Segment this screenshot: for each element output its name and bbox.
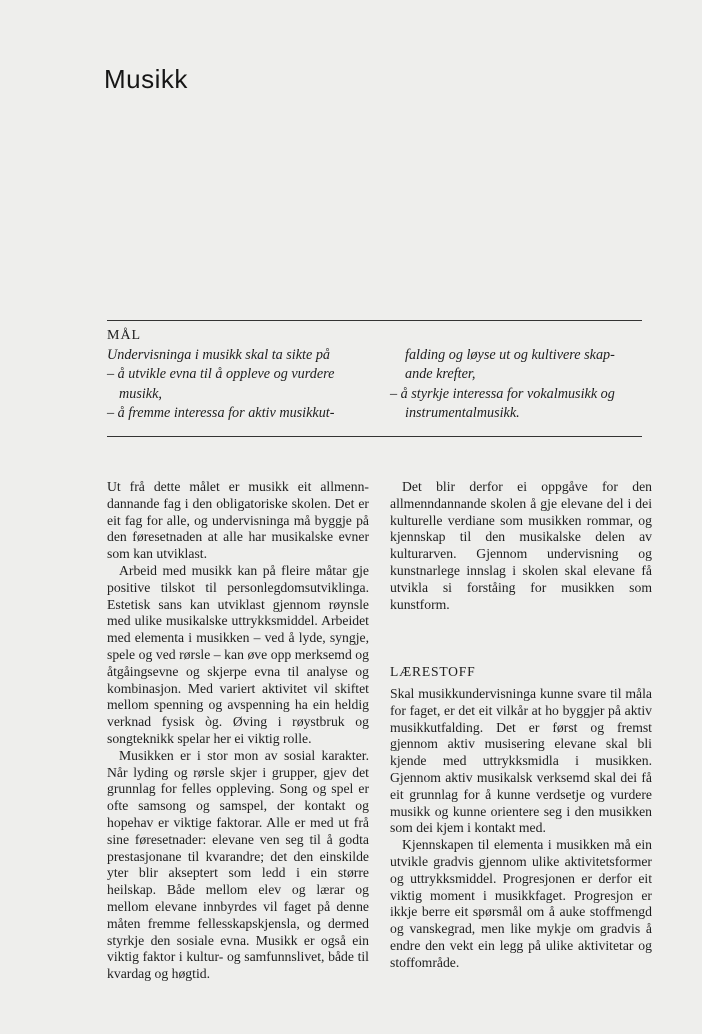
page-title: Musikk <box>104 64 188 94</box>
right-text-column <box>390 479 652 613</box>
goals-intro: Undervisninga i musikk skal ta sikte på <box>107 347 331 363</box>
body-paragraph: Skal musikkundervisninga kunne svare til måla for faget, er det eit vilkår at ho byggjer på aktiv musikkutfalding. Det er først og fremst gjennom aktiv musisering elevane skal bli kjende med uttrykksmidla i musikken. Gjennom aktiv musikalsk verksemd skal dei få eit grunnlag for å kunne verdsetje og vurdere musikk og kunne orientere seg i den musikken som dei kjem i kontakt med. <box>390 686 652 836</box>
body-paragraph: Ut frå dette målet er musikk eit allmenn-dannande fag i den obligatoriske skolen. Det er eit fag for alle, og undervisninga må byggje på den føresetnaden at alle har musikalske evner som kan utviklast. <box>107 479 369 562</box>
goals-line: falding og løyse ut og kultivere skap- <box>405 347 615 363</box>
body-paragraph: Musikken er i stor mon av sosial karakter. Når lyding og rørsle skjer i grupper, gjev det grunnlag for felles oppleving. Song og spel er ofte samsong og samspel, der kontakt og hopehav er viktige faktorar. Alle er med ut frå sine føresetnader: elevane ven seg til å godta prestasjonane til kvarandre; det den einskilde yter blir akseptert som ledd i ein større heilskap. Både mellom elev og lærar og mellom elevane innbyrdes vil faget på denne måten fremme fellesskapskjensla, og dermed styrkje den sosiale evna. Musikk er også ein viktig faktor i kultur- og samfunnslivet, både til kvardag og høgtid. <box>107 747 369 982</box>
goals-line: instrumentalmusikk. <box>405 405 520 422</box>
body-paragraph: Kjennskapen til elementa i musikken må ein utvikle gradvis gjennom ulike aktivitetsformer og uttrykksmiddel. Progresjonen er derfor eit viktig moment i musikkfaget. Progresjon er ikkje berre eit spørsmål om å auke stoffmengd og vanskegrad, men like mykje om gradvis å endre den vekt ein legg på ulike aktivitetar og stoffområde. <box>390 837 652 970</box>
goals-line: – å styrkje interessa for vokalmusikk og <box>390 385 615 402</box>
goals-line: – å utvikle evna til å oppleve og vurdere <box>107 366 335 383</box>
goals-line: musikk, <box>119 385 162 402</box>
goals-column-right <box>390 346 650 424</box>
goals-line: – å fremme interessa for aktiv musikkut- <box>107 405 335 422</box>
body-paragraph: Arbeid med musikk kan på fleire måtar gje positive tilskot til personlegdomsutviklinga. Estetisk sans kan utviklast gjennom røynsle med ulike musikalske uttrykksmiddel. Arbeidet med elementa i musikken – ved å lyde, syngje, spele og ved rørsle – kan øve opp merksemd og åtgåingsevne og skjerpe evna til analyse og kombinasjon. Med variert aktivitet vil skiftet mellom spenning og avspenning ha ein heldig verknad fysisk òg. Øving i røystbruk og songteknikk spelar her ei viktig rolle. <box>107 562 369 746</box>
left-text-column <box>107 479 369 983</box>
section-heading-laerestoff: LÆRESTOFF <box>390 664 476 679</box>
body-paragraph: Det blir derfor ei oppgåve for den allmenndannande skolen å gje elevane del i dei kulturelle verdiane som musikken rommar, og kjennskap til den musikalske delen av kulturarven. Gjennom undervisning og kunstnarlege innslag i skolen skal elevane få utvikla si forståing for musikken som kunstform. <box>390 479 652 612</box>
goals-column-left <box>107 346 367 424</box>
goals-top-rule <box>107 320 642 321</box>
goals-line: ande krefter, <box>405 366 476 383</box>
goals-heading: MÅL <box>107 328 142 343</box>
right-text-column-laerestoff <box>390 686 652 972</box>
goals-bottom-rule <box>107 436 642 437</box>
